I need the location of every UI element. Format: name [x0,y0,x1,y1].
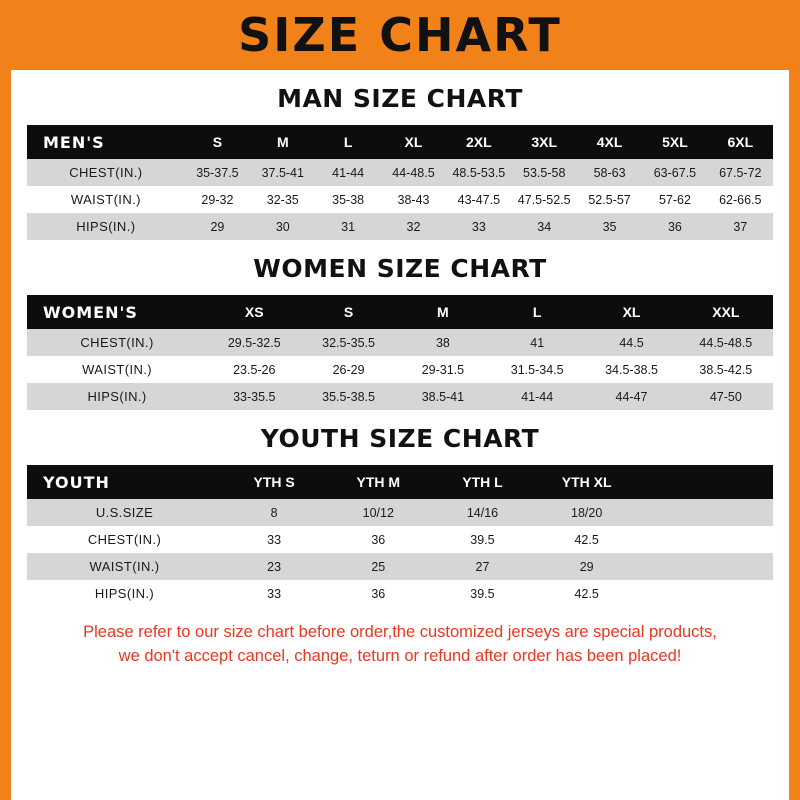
page-title: SIZE CHART [238,8,562,62]
women-cell: 41-44 [490,383,584,410]
women-col-header: L [490,295,584,329]
table-header-row [27,295,773,329]
footer-note-line-2: we don't accept cancel, change, teturn or refund after order has been placed! [118,646,682,665]
table-row [27,526,773,553]
men-cell: 43-47.5 [446,186,511,213]
men-cell: 30 [250,213,315,240]
youth-cell: 27 [430,553,534,580]
women-cell: 32.5-35.5 [301,329,395,356]
men-cell: 63-67.5 [642,159,707,186]
youth-cell: 25 [326,553,430,580]
youth-cell: 42.5 [535,526,639,553]
youth-table-head [27,465,773,499]
men-cell: 58-63 [577,159,642,186]
men-col-header: L [315,125,380,159]
youth-cell-spacer [639,526,773,553]
table-row [27,383,773,410]
women-cell: 38.5-41 [396,383,490,410]
youth-cell: 18/20 [535,499,639,526]
men-cell: 53.5-58 [512,159,577,186]
footer-note [27,621,773,669]
women-cell: 26-29 [301,356,395,383]
youth-cell: 8 [222,499,326,526]
women-col-header: XL [584,295,678,329]
women-cell: 34.5-38.5 [584,356,678,383]
section-women [27,254,773,410]
youth-col-spacer [639,465,773,499]
men-col-header: 4XL [577,125,642,159]
men-cell: 44-48.5 [381,159,446,186]
youth-col-header: YTH L [430,465,534,499]
youth-cell: 36 [326,580,430,607]
women-row-label-header: WOMEN'S [27,295,207,329]
section-title-youth: YOUTH SIZE CHART [260,424,540,453]
table-row [27,553,773,580]
youth-cell: 14/16 [430,499,534,526]
men-cell: 35-37.5 [185,159,250,186]
men-table-head [27,125,773,159]
women-cell: 29.5-32.5 [207,329,301,356]
men-cell: 32-35 [250,186,315,213]
youth-cell-spacer [639,553,773,580]
women-cell: 47-50 [679,383,773,410]
men-col-header: S [185,125,250,159]
women-col-header: XXL [679,295,773,329]
men-col-header: M [250,125,315,159]
youth-row-label: CHEST(IN.) [27,526,222,553]
men-cell: 62-66.5 [708,186,773,213]
youth-cell: 39.5 [430,526,534,553]
section-men [27,84,773,240]
men-col-header: 2XL [446,125,511,159]
women-cell: 41 [490,329,584,356]
men-cell: 35-38 [315,186,380,213]
men-cell: 35 [577,213,642,240]
table-row [27,329,773,356]
youth-cell-spacer [639,499,773,526]
footer-note-line-1: Please refer to our size chart before order,the customized jerseys are special products, [83,623,717,641]
section-title-women: WOMEN SIZE CHART [253,254,547,283]
women-cell: 23.5-26 [207,356,301,383]
women-cell: 38.5-42.5 [679,356,773,383]
table-row [27,499,773,526]
women-cell: 33-35.5 [207,383,301,410]
men-size-table [27,125,773,240]
youth-cell: 39.5 [430,580,534,607]
women-cell: 29-31.5 [396,356,490,383]
men-cell: 37 [708,213,773,240]
men-cell: 31 [315,213,380,240]
youth-cell-spacer [639,580,773,607]
men-row-label: HIPS(IN.) [27,213,185,240]
youth-row-label: U.S.SIZE [27,499,222,526]
women-table-body [27,329,773,410]
men-row-label: WAIST(IN.) [27,186,185,213]
youth-cell: 33 [222,526,326,553]
men-col-header: XL [381,125,446,159]
table-row [27,186,773,213]
men-cell: 32 [381,213,446,240]
men-table-body [27,159,773,240]
women-col-header: M [396,295,490,329]
men-cell: 47.5-52.5 [512,186,577,213]
youth-cell: 23 [222,553,326,580]
men-cell: 29 [185,213,250,240]
men-cell: 36 [642,213,707,240]
header-band [0,0,800,70]
youth-col-header: YTH S [222,465,326,499]
men-cell: 33 [446,213,511,240]
women-row-label: CHEST(IN.) [27,329,207,356]
table-row [27,356,773,383]
men-cell: 38-43 [381,186,446,213]
women-cell: 44-47 [584,383,678,410]
youth-table-body [27,499,773,607]
men-row-label: CHEST(IN.) [27,159,185,186]
men-cell: 37.5-41 [250,159,315,186]
youth-cell: 33 [222,580,326,607]
youth-cell: 10/12 [326,499,430,526]
women-col-header: S [301,295,395,329]
women-col-header: XS [207,295,301,329]
content-area [11,84,789,669]
women-cell: 31.5-34.5 [490,356,584,383]
table-row [27,159,773,186]
youth-row-label-header: YOUTH [27,465,222,499]
youth-col-header: YTH XL [535,465,639,499]
men-cell: 67.5-72 [708,159,773,186]
table-header-row [27,125,773,159]
women-row-label: WAIST(IN.) [27,356,207,383]
men-col-header: 3XL [512,125,577,159]
men-cell: 34 [512,213,577,240]
women-row-label: HIPS(IN.) [27,383,207,410]
women-size-table [27,295,773,410]
youth-size-table [27,465,773,607]
men-cell: 41-44 [315,159,380,186]
women-cell: 38 [396,329,490,356]
table-row [27,580,773,607]
men-cell: 29-32 [185,186,250,213]
youth-col-header: YTH M [326,465,430,499]
youth-cell: 42.5 [535,580,639,607]
men-cell: 52.5-57 [577,186,642,213]
youth-cell: 36 [326,526,430,553]
women-cell: 35.5-38.5 [301,383,395,410]
table-header-row [27,465,773,499]
youth-row-label: WAIST(IN.) [27,553,222,580]
men-row-label-header: MEN'S [27,125,185,159]
youth-cell: 29 [535,553,639,580]
youth-row-label: HIPS(IN.) [27,580,222,607]
section-youth [27,424,773,607]
women-cell: 44.5-48.5 [679,329,773,356]
table-row [27,213,773,240]
women-cell: 44.5 [584,329,678,356]
men-cell: 48.5-53.5 [446,159,511,186]
men-cell: 57-62 [642,186,707,213]
men-col-header: 5XL [642,125,707,159]
men-col-header: 6XL [708,125,773,159]
section-title-men: MAN SIZE CHART [277,84,523,113]
women-table-head [27,295,773,329]
